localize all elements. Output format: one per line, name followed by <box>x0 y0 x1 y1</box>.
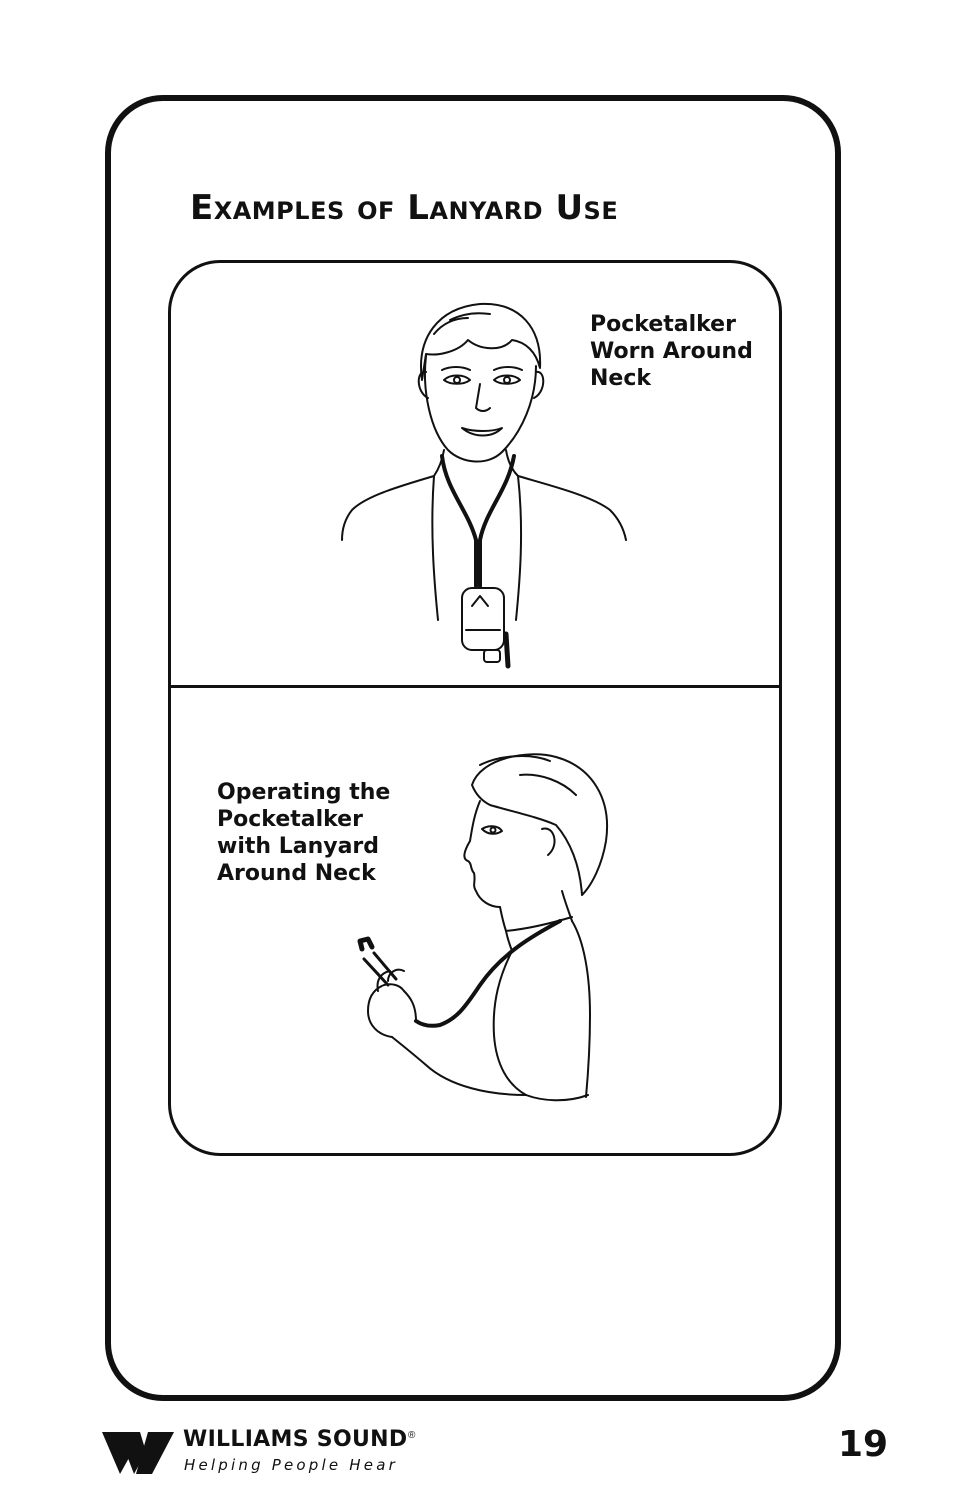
caption-pocketalker-worn-around-neck <box>590 311 753 392</box>
caption-line: Neck <box>590 366 652 391</box>
registered-mark: ® <box>408 1430 416 1441</box>
panel-divider <box>171 685 779 688</box>
caption-line: Pocketalker <box>590 312 736 337</box>
brand-tagline: Helping People Hear <box>184 1456 398 1474</box>
caption-line: Worn Around <box>590 339 753 364</box>
brand-name: WILLIAMS SOUND <box>183 1427 408 1452</box>
caption-line: with Lanyard <box>217 834 380 859</box>
caption-line: Operating the <box>217 780 391 805</box>
page-number: 19 <box>838 1424 889 1465</box>
page-title: Examples of Lanyard Use <box>190 188 619 228</box>
caption-operating-pocketalker <box>217 779 390 887</box>
caption-line: Pocketalker <box>217 807 363 832</box>
caption-line: Around Neck <box>217 861 376 886</box>
